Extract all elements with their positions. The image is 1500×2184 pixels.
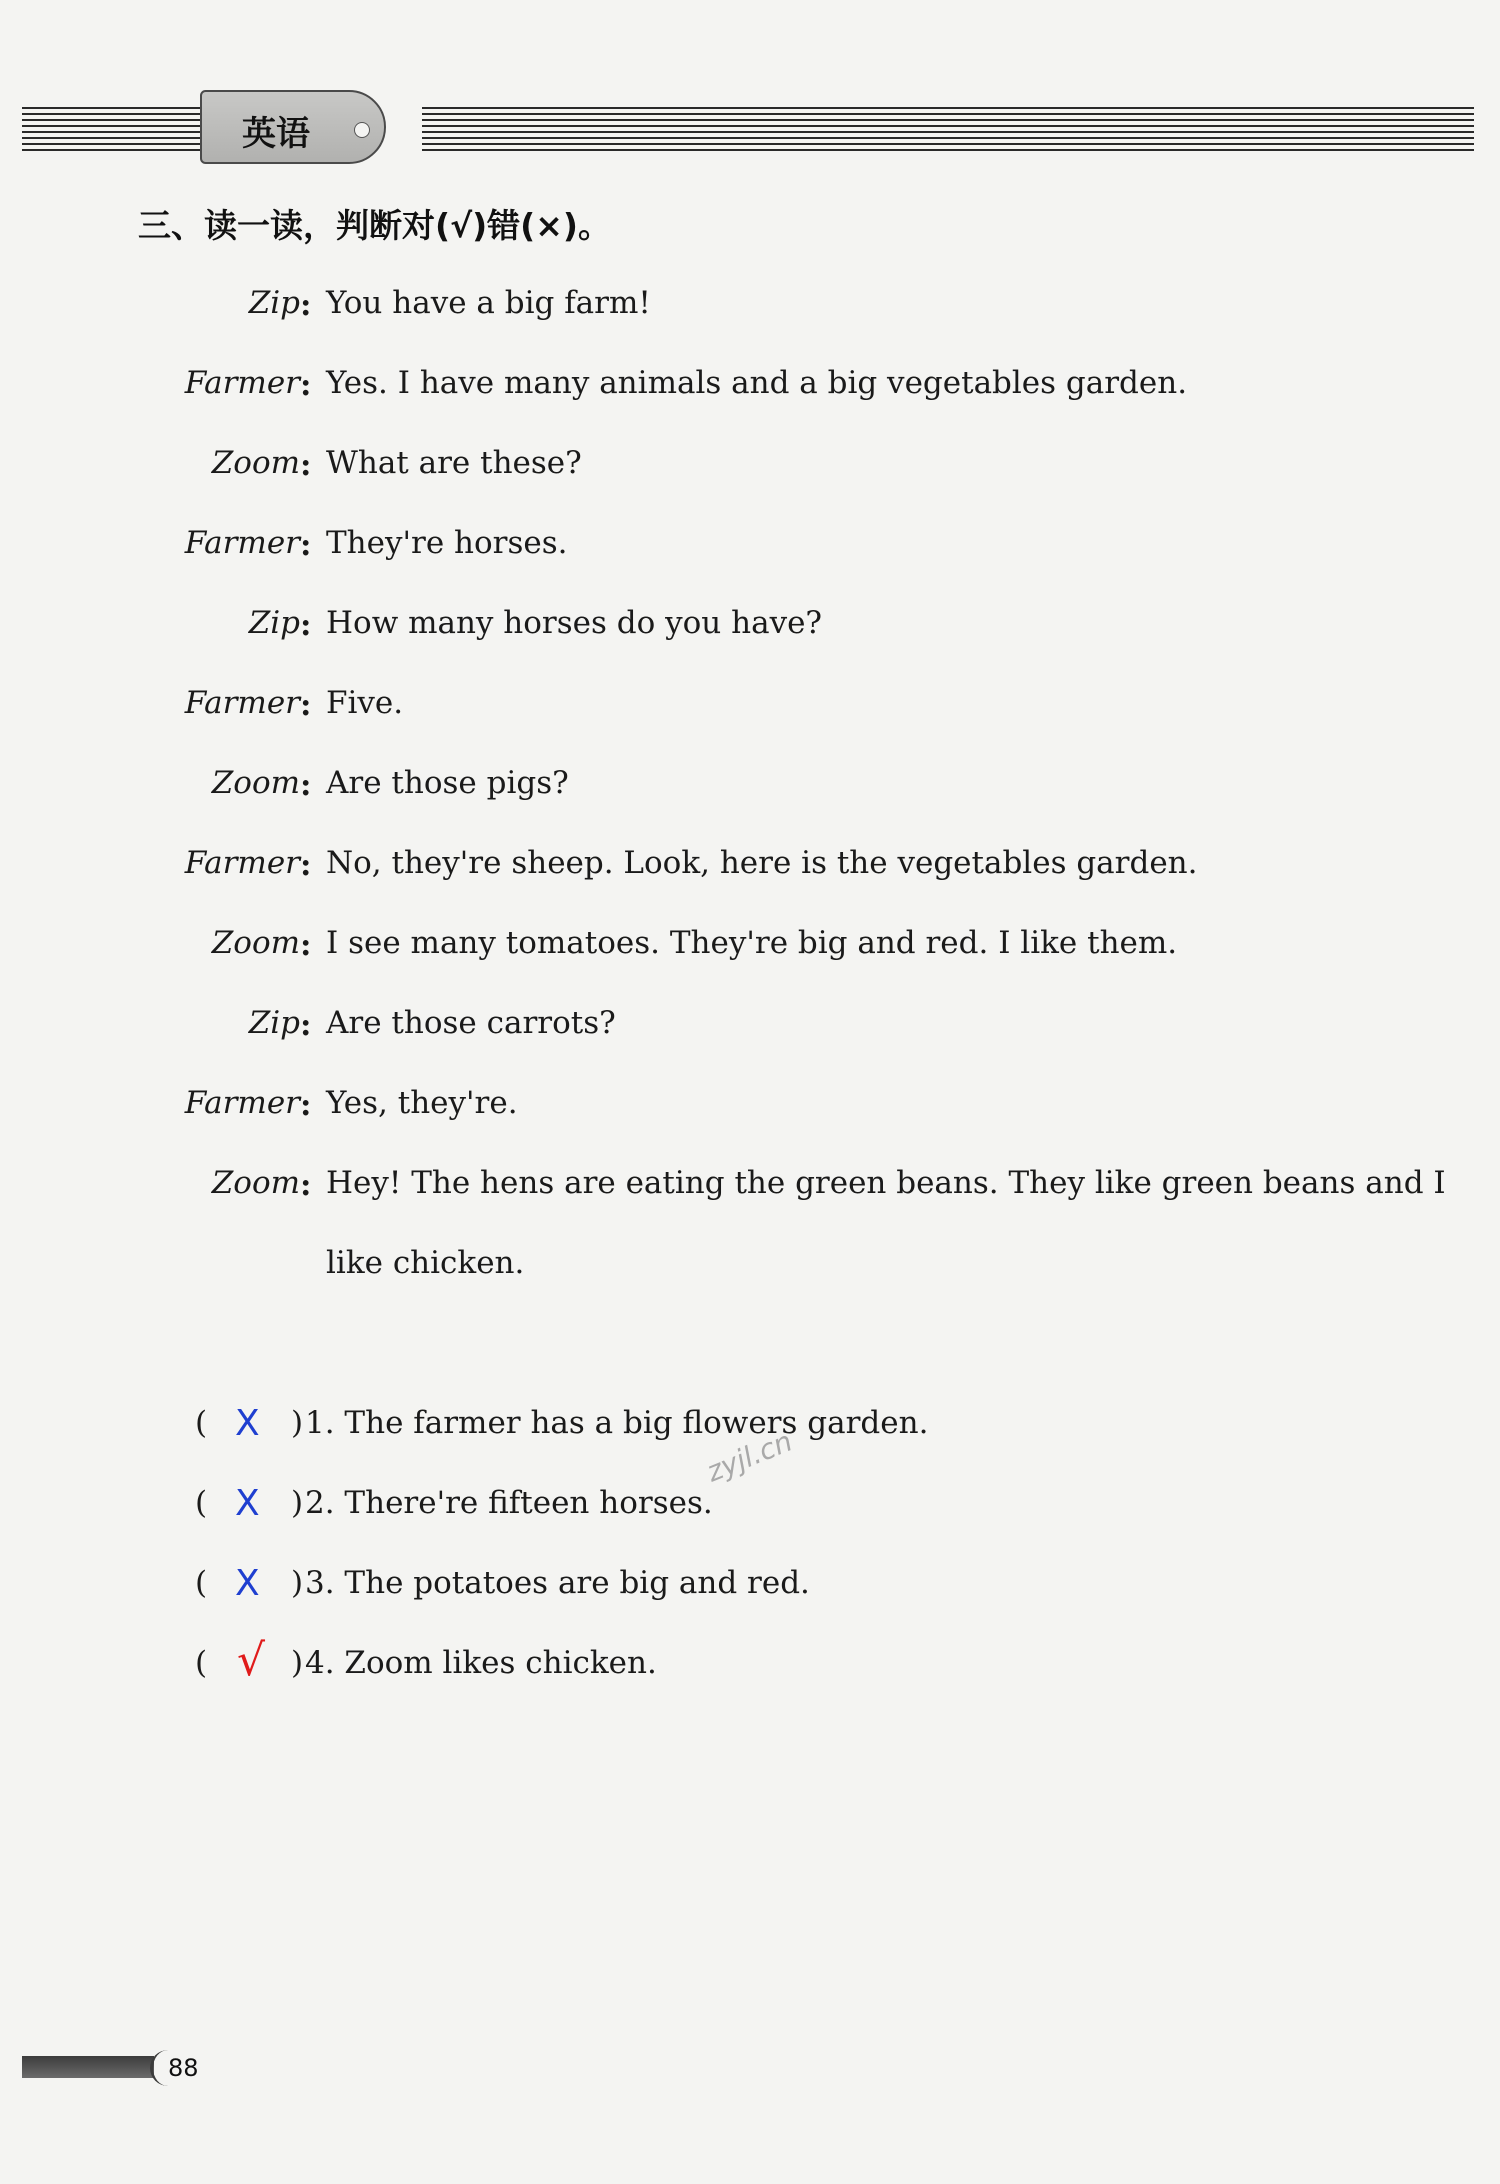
speaker-colon: : bbox=[300, 1007, 312, 1043]
speech-line: Five. bbox=[326, 685, 404, 721]
speaker-colon: : bbox=[300, 767, 312, 803]
speaker-colon: : bbox=[300, 1087, 312, 1123]
speech-line: How many horses do you have? bbox=[326, 605, 823, 641]
speaker-colon: : bbox=[300, 447, 312, 483]
answer-bracket-close: ) bbox=[291, 1405, 304, 1441]
speaker-colon: : bbox=[300, 607, 312, 643]
speech-line: I see many tomatoes. They're big and red. I like them. bbox=[326, 925, 1178, 961]
answer-mark[interactable]: √ bbox=[237, 1635, 266, 1686]
answer-bracket-open: ( bbox=[195, 1485, 208, 1521]
speech-line: What are these? bbox=[326, 445, 582, 481]
speaker-colon: : bbox=[300, 527, 312, 563]
speaker-label: Farmer bbox=[184, 845, 300, 881]
speaker-label: Zoom bbox=[211, 445, 300, 481]
watermark: zyjl.cn bbox=[702, 1424, 797, 1489]
answer-bracket-open: ( bbox=[195, 1565, 208, 1601]
speaker-label: Zoom bbox=[211, 765, 300, 801]
answer-bracket-close: ) bbox=[291, 1485, 304, 1521]
section-title: 三、读一读，判断对(√)错(×)。 bbox=[138, 206, 611, 245]
speech-line: No, they're sheep. Look, here is the vegetables garden. bbox=[326, 845, 1198, 881]
answer-mark[interactable]: X bbox=[235, 1403, 260, 1444]
speech-line: You have a big farm! bbox=[326, 285, 651, 321]
subject-tab bbox=[200, 90, 386, 164]
speaker-label: Farmer bbox=[184, 525, 300, 561]
answer-mark[interactable]: X bbox=[235, 1483, 260, 1524]
speaker-colon: : bbox=[300, 687, 312, 723]
speaker-label: Zip bbox=[248, 1005, 300, 1041]
answer-bracket-open: ( bbox=[195, 1405, 208, 1441]
speaker-label: Zoom bbox=[211, 925, 300, 961]
header-rule-right bbox=[422, 107, 1474, 151]
subject-label: 英语 bbox=[242, 114, 310, 154]
speech-line: Are those carrots? bbox=[326, 1005, 616, 1041]
speech-line-continuation: like chicken. bbox=[326, 1245, 525, 1281]
speaker-label: Zip bbox=[248, 605, 300, 641]
question-text: 3. The potatoes are big and red. bbox=[305, 1565, 810, 1601]
speaker-colon: : bbox=[300, 367, 312, 403]
speaker-colon: : bbox=[300, 847, 312, 883]
speech-line: Hey! The hens are eating the green beans. They like green beans and I bbox=[326, 1165, 1446, 1201]
question-text: 1. The farmer has a big flowers garden. bbox=[305, 1405, 929, 1441]
speaker-colon: : bbox=[300, 287, 312, 323]
speech-line: They're horses. bbox=[326, 525, 568, 561]
answer-bracket-open: ( bbox=[195, 1645, 208, 1681]
speaker-label: Farmer bbox=[184, 365, 300, 401]
header-rule-left bbox=[22, 107, 207, 151]
footer-bar bbox=[22, 2056, 154, 2078]
speaker-label: Farmer bbox=[184, 685, 300, 721]
question-text: 2. There're fifteen horses. bbox=[305, 1485, 713, 1521]
speech-line: Yes, they're. bbox=[326, 1085, 518, 1121]
answer-bracket-close: ) bbox=[291, 1645, 304, 1681]
speech-line: Are those pigs? bbox=[326, 765, 569, 801]
answer-mark[interactable]: X bbox=[235, 1563, 260, 1604]
speaker-label: Farmer bbox=[184, 1085, 300, 1121]
answer-bracket-close: ) bbox=[291, 1565, 304, 1601]
speaker-label: Zip bbox=[248, 285, 300, 321]
speaker-colon: : bbox=[300, 1167, 312, 1203]
page-number: 88 bbox=[168, 2054, 199, 2082]
speaker-label: Zoom bbox=[211, 1165, 300, 1201]
speech-line: Yes. I have many animals and a big vegetables garden. bbox=[326, 365, 1188, 401]
tab-hole-icon bbox=[354, 122, 370, 138]
speaker-colon: : bbox=[300, 927, 312, 963]
question-text: 4. Zoom likes chicken. bbox=[305, 1645, 657, 1681]
